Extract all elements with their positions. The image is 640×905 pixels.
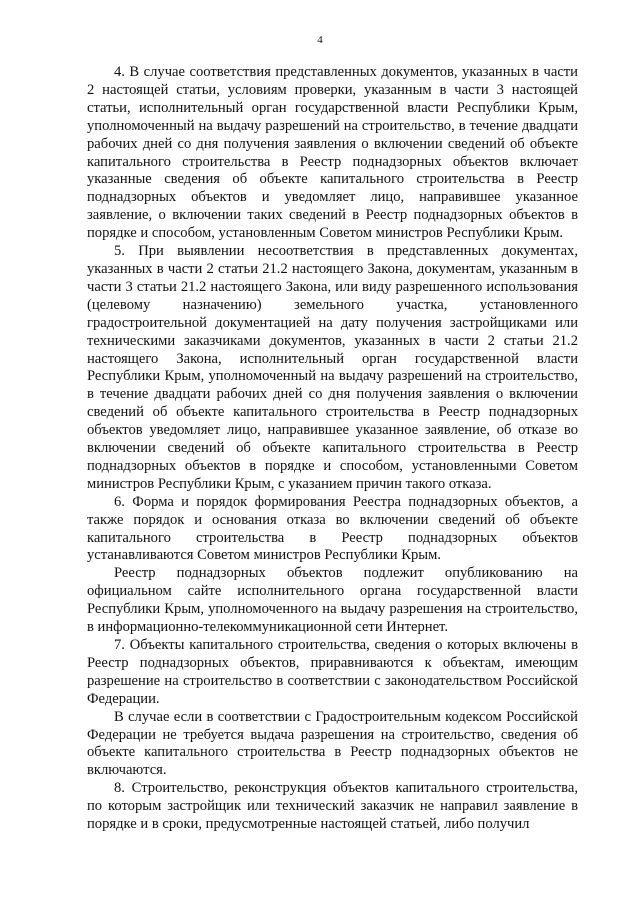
paragraph-6-registry-publication: Реестр поднадзорных объектов подлежит опубликованию на официальном сайте исполнительного органа государственной власти Республики Крым, уполномоченного на выдачу разрешения на строительство, в информационно-телекоммуникационной сети Интернет. <box>87 565 578 636</box>
paragraph-4: 4. В случае соответствия представленных документов, указанных в части 2 настоящей статьи, условиям проверки, указанным в части 3 настоящей статьи, исполнительный орган государственной власти Республики Крым, уполномоченный на выдачу разрешений на строительство, в течение двадцати рабочих дней со дня получения заявления о включении сведений об объекте капитального строительства в Реестр поднадзорных объектов включает указанные сведения об объекте капитального строительства в Реестр поднадзорных объектов и уведомляет лицо, направившее указанное заявление, о включении таких сведений в Реестр поднадзорных объектов в порядке и способом, установленным Советом министров Республики Крым. <box>87 64 578 242</box>
page-number: 4 <box>317 34 323 46</box>
paragraph-5: 5. При выявлении несоответствия в представленных документах, указанных в части 2 статьи 21.2 настоящего Закона, документам, указанным в части 3 статьи 21.2 настоящего Закона, или виду разрешенного использования (целевому назначению) земельного участка, установленного градостроительной документацией на дату получения застройщиками или техническими заказчиками документов, указанных в части 2 статьи 21.2 настоящего Закона, исполнительный орган государственной власти Республики Крым, уполномоченный на выдачу разрешений на строительство, в течение двадцати рабочих дней со дня получения заявления о включении сведений об объекте капитального строительства в Реестр поднадзорных объектов уведомляет лицо, направившее указанное заявление, об отказе во включении сведений об объекте капитального строительства в Реестр поднадзорных объектов в порядке и способом, установленными Советом министров Республики Крым, с указанием причин такого отказа. <box>87 243 578 492</box>
document-body <box>87 64 578 834</box>
paragraph-7-exception: В случае если в соответствии с Градостроительным кодексом Российской Федерации не требуется выдача разрешения на строительство, сведения об объекте капитального строительства в Реестр поднадзорных объектов не включаются. <box>87 708 578 779</box>
paragraph-6: 6. Форма и порядок формирования Реестра поднадзорных объектов, а также порядок и основания отказа во включении сведений об объекте капитального строительства в Реестр поднадзорных объектов устанавливаются Советом министров Республики Крым. <box>87 493 578 564</box>
paragraph-8: 8. Строительство, реконструкция объектов капитального строительства, по которым застройщик или технический заказчик не направил заявление в порядке и в сроки, предусмотренные настоящей статьей, либо получил <box>87 780 578 833</box>
paragraph-7: 7. Объекты капитального строительства, сведения о которых включены в Реестр поднадзорных объектов, приравниваются к объектам, имеющим разрешение на строительство в соответствии с законодательством Российской Федерации. <box>87 637 578 707</box>
